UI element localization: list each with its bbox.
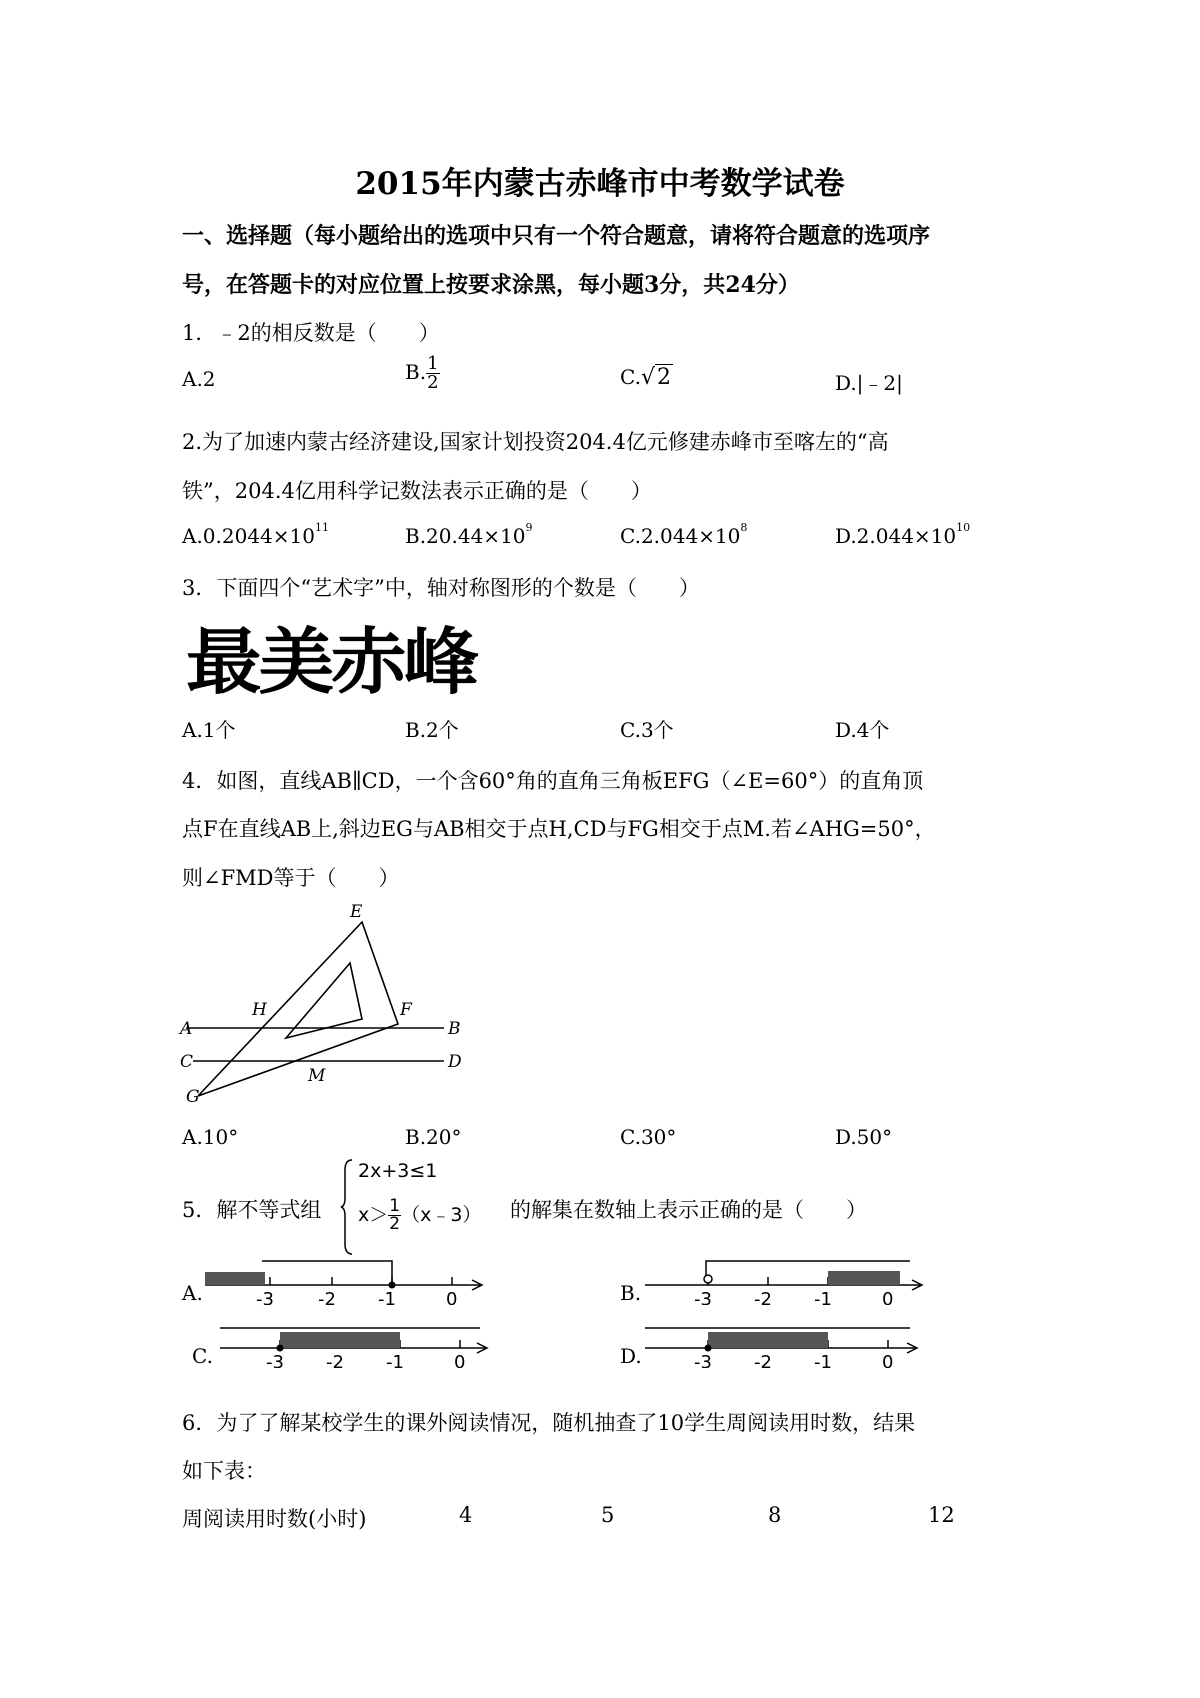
- tick-c-neg2: -2: [326, 1352, 344, 1368]
- q1-option-b-prefix: B.: [405, 360, 427, 384]
- q2-stem-line2: 铁”，204.4亿用科学记数法表示正确的是（ ）: [182, 479, 652, 503]
- q2-option-d: [835, 521, 971, 548]
- q5-inequality-1: 2x+3≤1: [358, 1160, 438, 1182]
- tick-b-neg2: -2: [754, 1289, 772, 1305]
- table-cell-1: 4: [459, 1503, 473, 1527]
- q2-option-c: [620, 521, 748, 548]
- tick-d-neg3: -3: [694, 1352, 712, 1368]
- tick-b-neg3: -3: [694, 1289, 712, 1305]
- q2-c-base: C.2.044×10: [620, 524, 741, 548]
- label-g: G: [186, 1087, 200, 1107]
- label-h: H: [252, 1000, 267, 1020]
- tick-a-neg2: -2: [318, 1289, 336, 1305]
- q1-b-denominator: 2: [427, 372, 439, 393]
- q1-option-b: [405, 355, 440, 392]
- table-cell-2: 5: [601, 1503, 615, 1527]
- tick-d-neg2: -2: [754, 1352, 772, 1368]
- tick-c-neg3: -3: [266, 1352, 284, 1368]
- q3-option-c: C.3个: [620, 718, 674, 742]
- tick-a-neg3: -3: [256, 1289, 274, 1305]
- q6-stem-line1: 6．为了了解某校学生的课外阅读情况，随机抽查了10学生周阅读用时数，结果: [182, 1411, 916, 1435]
- q6-stem-line2: 如下表：: [182, 1459, 266, 1483]
- q1-option-c-prefix: C.: [620, 365, 641, 389]
- tick-d-neg1: -1: [814, 1352, 832, 1368]
- q1-option-d: D.|﹣2|: [835, 371, 903, 395]
- tick-b-0: 0: [882, 1289, 894, 1305]
- label-b: B: [448, 1019, 461, 1039]
- q2-c-exponent: 8: [740, 521, 748, 534]
- q2-option-b: [405, 521, 533, 548]
- section-header-line1: 一、选择题（每小题给出的选项中只有一个符合题意，请将符合题意的选项序: [182, 223, 931, 249]
- q1-option-c-radicand: 2: [656, 365, 671, 390]
- q4-option-d: D.50°: [835, 1125, 893, 1149]
- q5-stem-suffix: 的解集在数轴上表示正确的是（ ）: [510, 1198, 867, 1222]
- q2-d-exponent: 10: [956, 521, 971, 534]
- q3-option-a: A.1个: [182, 718, 236, 742]
- q5-option-c-label: C.: [192, 1344, 213, 1368]
- q5-option-d-label: D.: [620, 1344, 642, 1368]
- q3-stem: 3．下面四个“艺术字”中，轴对称图形的个数是（ ）: [182, 576, 700, 600]
- label-c: C: [180, 1052, 194, 1072]
- q5-ineq2-prefix: x＞: [358, 1204, 389, 1226]
- q4-stem-line3: 则∠FMD等于（ ）: [182, 866, 400, 890]
- q3-art-text-image: 最美赤峰: [186, 620, 476, 704]
- table-header-cell: 周阅读用时数(小时): [182, 1507, 367, 1531]
- q5-stem-prefix: 5．解不等式组: [182, 1198, 322, 1222]
- q5-ineq2-denominator: 2: [389, 1214, 401, 1234]
- tick-a-0: 0: [446, 1289, 458, 1305]
- q5-ineq2-fraction: [388, 1198, 401, 1233]
- label-d: D: [448, 1052, 462, 1072]
- q3-option-d: D.4个: [835, 718, 890, 742]
- triangle-efg-outer: [198, 922, 398, 1096]
- q2-option-a: [182, 521, 329, 548]
- q2-d-base: D.2.044×10: [835, 524, 957, 548]
- q2-b-base: B.20.44×10: [405, 524, 526, 548]
- page-title: 2015年内蒙古赤峰市中考数学试卷: [355, 166, 845, 202]
- tick-c-0: 0: [454, 1352, 466, 1368]
- label-e: E: [350, 902, 363, 922]
- q3-option-b: B.2个: [405, 718, 459, 742]
- tick-a-neg1: -1: [378, 1289, 396, 1305]
- q1-b-numerator: 1: [427, 353, 439, 374]
- q4-stem-line2: 点F在直线AB上,斜边EG与AB相交于点H,CD与FG相交于点M.若∠AHG=50°，: [182, 817, 936, 841]
- q5-option-a-label: A.: [182, 1281, 203, 1305]
- q4-option-c: C.30°: [620, 1125, 677, 1149]
- tick-b-neg1: -1: [814, 1289, 832, 1305]
- q2-stem-line1: 2.为了加速内蒙古经济建设,国家计划投资204.4亿元修建赤峰市至喀左的“高: [182, 430, 889, 454]
- q4-option-a: A.10°: [182, 1125, 239, 1149]
- q4-option-b: B.20°: [405, 1125, 462, 1149]
- number-line-d: [640, 1318, 930, 1368]
- label-f: F: [400, 1000, 412, 1020]
- number-line-b: [640, 1255, 930, 1305]
- tick-d-0: 0: [882, 1352, 894, 1368]
- triangle-efg-inner: [286, 963, 362, 1038]
- section-header-line2: 号，在答题卡的对应位置上按要求涂黑，每小题3分，共24分）: [182, 272, 800, 298]
- number-line-a: [200, 1255, 490, 1305]
- q2-a-base: A.0.2044×10: [182, 524, 315, 548]
- q5-inequality-2: [358, 1198, 481, 1233]
- q5-ineq2-suffix: （x﹣3）: [401, 1204, 482, 1226]
- label-a: A: [180, 1019, 193, 1039]
- tick-c-neg1: -1: [386, 1352, 404, 1368]
- q5-ineq2-numerator: 1: [389, 1196, 401, 1216]
- q1-option-a: A.2: [182, 367, 216, 391]
- q1-option-c: [620, 365, 673, 390]
- brace-icon: [340, 1158, 354, 1256]
- number-line-c: [215, 1318, 495, 1368]
- label-m: M: [308, 1066, 326, 1086]
- q1-option-b-fraction: [426, 355, 439, 392]
- sqrt-icon: √: [640, 365, 655, 390]
- q1-stem: 1．﹣2的相反数是（ ）: [182, 321, 440, 345]
- table-cell-3: 8: [768, 1503, 782, 1527]
- q2-b-exponent: 9: [525, 521, 533, 534]
- q4-geometry-figure: [176, 895, 476, 1115]
- q2-a-exponent: 11: [315, 521, 329, 534]
- q4-stem-line1: 4．如图，直线AB∥CD，一个含60°角的直角三角板EFG（∠E=60°）的直角顶: [182, 769, 924, 793]
- table-cell-4: 12: [928, 1503, 955, 1527]
- q5-option-b-label: B.: [620, 1281, 642, 1305]
